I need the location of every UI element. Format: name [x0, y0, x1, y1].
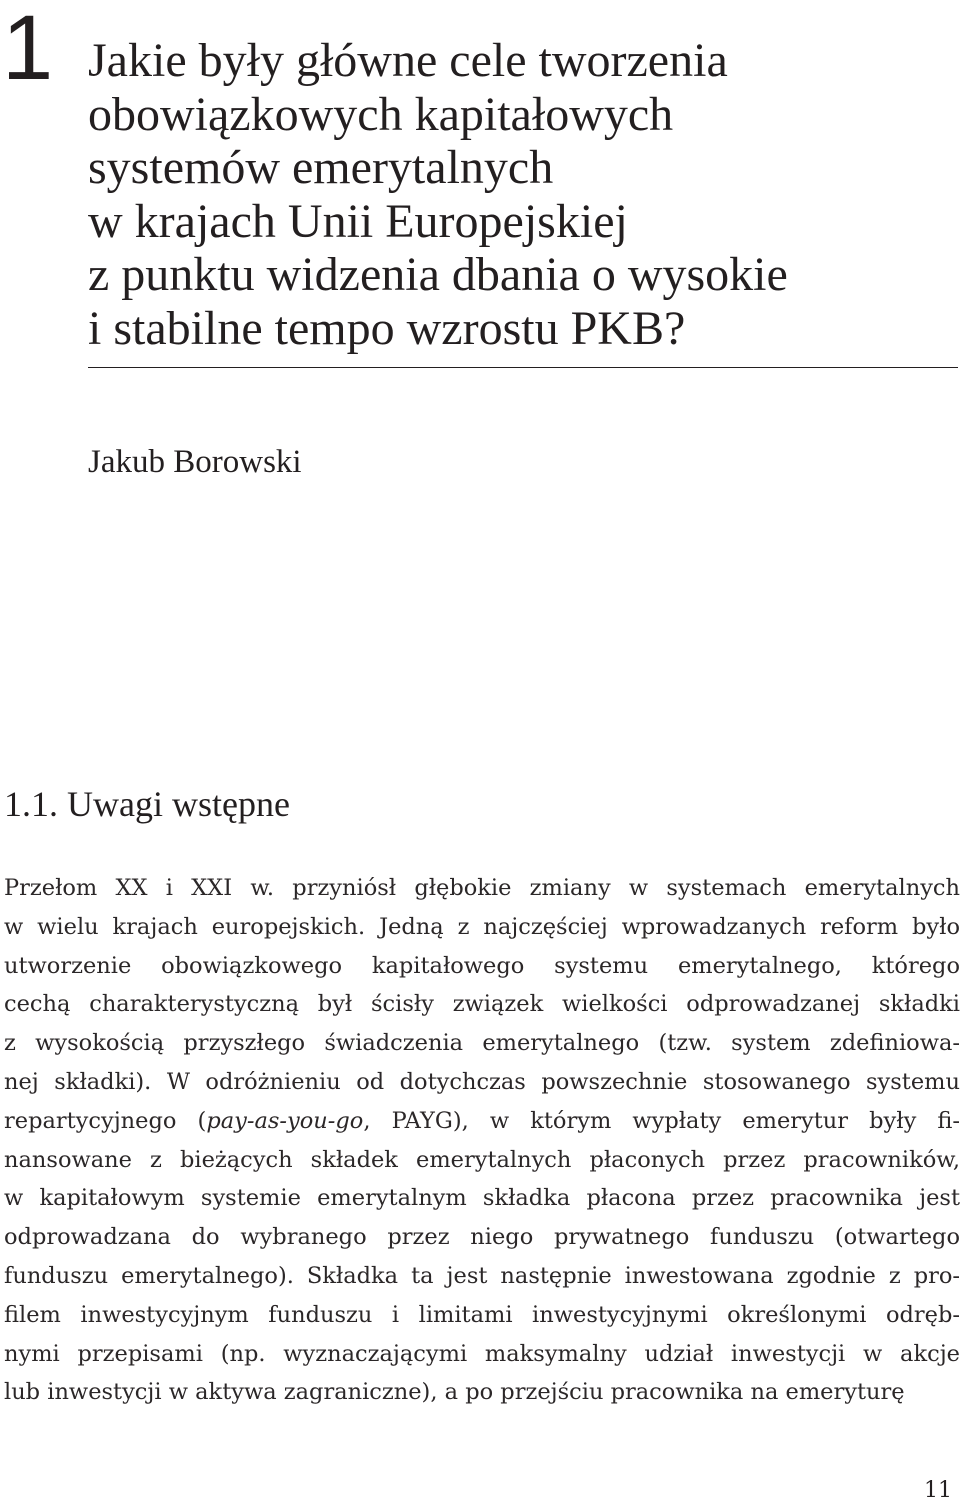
section-heading: 1.1. Uwagi wstępne — [4, 784, 290, 824]
chapter-title-line: i stabilne tempo wzrostu PKB? — [88, 301, 686, 355]
chapter-title-line: obowiązkowych kapitałowych — [88, 87, 674, 141]
body-line: nymi przepisami (np. wyznaczającymi maksymalny udział inwestycji w akcje — [4, 1340, 960, 1367]
body-line: nansowane z bieżących składek emerytalnych płaconych przez pracowników, — [4, 1146, 960, 1173]
body-line: odprowadzana do wybranego przez niego prywatnego funduszu (otwartego — [4, 1224, 960, 1251]
author-name: Jakub Borowski — [88, 444, 302, 480]
title-divider — [88, 367, 958, 368]
chapter-title-line: w krajach Unii Europejskiej — [88, 194, 628, 248]
body-line: funduszu emerytalnego). Składka ta jest następnie inwestowana zgodnie z pro- — [4, 1262, 960, 1289]
body-line: nej składki). W odróżnieniu od dotychczas powszechnie stosowanego systemu — [4, 1068, 960, 1095]
body-line: filem inwestycyjnym funduszu i limitami inwestycyjnymi określonymi odręb- — [4, 1301, 960, 1328]
body-line: Przełom XX i XXI w. przyniósł głębokie zmiany w systemach emerytalnych — [4, 875, 960, 901]
italic-term: pay-as-you-go — [206, 1107, 364, 1134]
body-text-segment: , PAYG), w którym wypłaty emerytur były fi- — [363, 1107, 960, 1134]
chapter-number: 1 — [2, 0, 50, 99]
chapter-title — [88, 34, 948, 355]
body-line: cechą charakterystyczną był ścisły związek wielkości odprowadzanej składki — [4, 991, 960, 1018]
body-text-segment: repartycyjnego ( — [4, 1107, 207, 1134]
chapter-title-line: z punktu widzenia dbania o wysokie — [88, 248, 788, 301]
body-paragraph — [4, 869, 960, 1412]
body-line: w wielu krajach europejskich. Jedną z najczęściej wprowadzanych reform było — [4, 913, 960, 940]
body-line: lub inwestycji w aktywa zagraniczne), a po przejściu pracownika na emeryturę — [4, 1379, 905, 1406]
body-line: z wysokością przyszłego świadczenia emerytalnego (tzw. system zdefiniowa- — [4, 1030, 960, 1057]
chapter-title-line: Jakie były główne cele tworzenia — [88, 34, 728, 87]
body-line: w kapitałowym systemie emerytalnym składka płacona przez pracownika jest — [4, 1185, 960, 1212]
chapter-title-line: systemów emerytalnych — [88, 141, 554, 194]
page-number: 11 — [924, 1478, 952, 1503]
body-line: utworzenie obowiązkowego kapitałowego systemu emerytalnego, którego — [4, 952, 960, 979]
body-line — [4, 1102, 960, 1141]
